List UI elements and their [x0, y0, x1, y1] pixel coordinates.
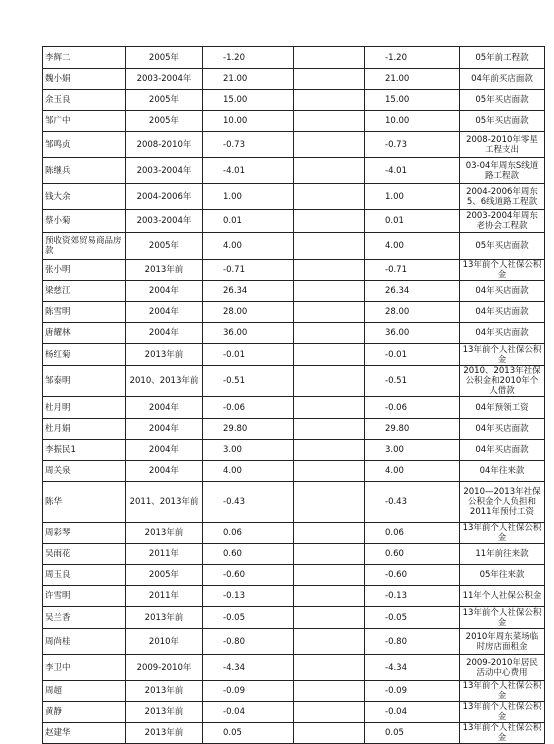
amount-cell: -0.01 — [203, 344, 294, 366]
table-row — [43, 482, 545, 523]
table-row — [43, 260, 545, 281]
name-cell: 陈雪明 — [43, 302, 126, 323]
name-cell: 吴雨花 — [43, 544, 126, 565]
note-cell: 11年个人社保公积金 — [460, 586, 545, 607]
note-cell: 2010年周东菜场临时房店面租金 — [460, 629, 545, 655]
note-cell: 05年买店面款 — [460, 233, 545, 260]
blank-cell — [294, 210, 365, 233]
name-cell: 李振民1 — [43, 440, 126, 461]
amount-cell: 10.00 — [203, 111, 294, 132]
note-cell: 13年前个人社保公积金 — [460, 607, 545, 629]
table-row — [43, 523, 545, 544]
blank-cell — [294, 629, 365, 655]
table-row — [43, 461, 545, 482]
period-cell: 2003-2004年 — [126, 210, 203, 233]
balance-cell: 21.00 — [365, 69, 460, 90]
name-cell: 蔡小菊 — [43, 210, 126, 233]
note-cell: 11年前往来款 — [460, 544, 545, 565]
name-cell: 杜月娟 — [43, 419, 126, 440]
name-cell: 周超 — [43, 681, 126, 702]
balance-cell: 15.00 — [365, 90, 460, 111]
table-row — [43, 158, 545, 184]
name-cell: 周尚桂 — [43, 629, 126, 655]
name-cell: 赵建华 — [43, 723, 126, 744]
note-cell: 05年前工程款 — [460, 47, 545, 69]
amount-cell: -0.43 — [203, 482, 294, 523]
table-row — [43, 565, 545, 586]
blank-cell — [294, 302, 365, 323]
period-cell: 2013年前 — [126, 344, 203, 366]
balance-cell: -4.01 — [365, 158, 460, 184]
table-row — [43, 90, 545, 111]
balance-cell: 0.01 — [365, 210, 460, 233]
balance-cell: 28.00 — [365, 302, 460, 323]
ledger-table — [42, 46, 545, 744]
period-cell: 2013年前 — [126, 260, 203, 281]
table-row — [43, 544, 545, 565]
table-row — [43, 302, 545, 323]
period-cell: 2013年前 — [126, 723, 203, 744]
blank-cell — [294, 397, 365, 419]
note-cell: 03-04年周东S线道路工程款 — [460, 158, 545, 184]
blank-cell — [294, 69, 365, 90]
balance-cell: 0.05 — [365, 723, 460, 744]
name-cell: 预收资郊贸易商品房款 — [43, 233, 126, 260]
blank-cell — [294, 586, 365, 607]
period-cell: 2011年 — [126, 586, 203, 607]
balance-cell: 0.06 — [365, 523, 460, 544]
name-cell: 邹泰明 — [43, 366, 126, 397]
balance-cell: -0.51 — [365, 366, 460, 397]
note-cell: 04年往来款 — [460, 461, 545, 482]
name-cell: 李卫中 — [43, 655, 126, 681]
note-cell: 2009-2010年居民活动中心费用 — [460, 655, 545, 681]
balance-cell: 0.60 — [365, 544, 460, 565]
amount-cell: -0.13 — [203, 586, 294, 607]
note-cell: 13年前个人社保公积金 — [460, 723, 545, 744]
name-cell: 杨红菊 — [43, 344, 126, 366]
blank-cell — [294, 366, 365, 397]
balance-cell: -0.01 — [365, 344, 460, 366]
note-cell: 2010、2013年社保公积金和2010年个人借款 — [460, 366, 545, 397]
blank-cell — [294, 158, 365, 184]
balance-cell: -0.04 — [365, 702, 460, 723]
note-cell: 05年买店面款 — [460, 111, 545, 132]
blank-cell — [294, 702, 365, 723]
note-cell: 2008-2010年零星工程支出 — [460, 132, 545, 158]
table-row — [43, 47, 545, 69]
period-cell: 2004-2006年 — [126, 184, 203, 210]
ledger-body — [43, 47, 545, 744]
balance-cell: 29.80 — [365, 419, 460, 440]
blank-cell — [294, 281, 365, 302]
period-cell: 2004年 — [126, 281, 203, 302]
note-cell: 2003-2004年周东老协会工程款 — [460, 210, 545, 233]
blank-cell — [294, 461, 365, 482]
name-cell: 张小明 — [43, 260, 126, 281]
blank-cell — [294, 111, 365, 132]
name-cell: 陈华 — [43, 482, 126, 523]
blank-cell — [294, 323, 365, 344]
balance-cell: 3.00 — [365, 440, 460, 461]
amount-cell: 0.06 — [203, 523, 294, 544]
blank-cell — [294, 523, 365, 544]
period-cell: 2011、2013年前 — [126, 482, 203, 523]
amount-cell: 28.00 — [203, 302, 294, 323]
name-cell: 邹广中 — [43, 111, 126, 132]
blank-cell — [294, 47, 365, 69]
period-cell: 2005年 — [126, 233, 203, 260]
balance-cell: -0.73 — [365, 132, 460, 158]
period-cell: 2004年 — [126, 323, 203, 344]
amount-cell: 36.00 — [203, 323, 294, 344]
table-row — [43, 397, 545, 419]
period-cell: 2005年 — [126, 111, 203, 132]
period-cell: 2013年前 — [126, 702, 203, 723]
blank-cell — [294, 260, 365, 281]
note-cell: 04年买店面款 — [460, 302, 545, 323]
amount-cell: 15.00 — [203, 90, 294, 111]
note-cell: 13年前个人社保公积金 — [460, 260, 545, 281]
period-cell: 2004年 — [126, 397, 203, 419]
name-cell: 李辉二 — [43, 47, 126, 69]
period-cell: 2013年前 — [126, 607, 203, 629]
balance-cell: -0.05 — [365, 607, 460, 629]
period-cell: 2010年 — [126, 629, 203, 655]
name-cell: 杜月明 — [43, 397, 126, 419]
ledger-sheet — [42, 46, 542, 744]
amount-cell: 4.00 — [203, 461, 294, 482]
blank-cell — [294, 482, 365, 523]
blank-cell — [294, 565, 365, 586]
period-cell: 2004年 — [126, 302, 203, 323]
amount-cell: -0.51 — [203, 366, 294, 397]
note-cell: 04年前买店面款 — [460, 69, 545, 90]
table-row — [43, 629, 545, 655]
period-cell: 2011年 — [126, 544, 203, 565]
name-cell: 周彩琴 — [43, 523, 126, 544]
balance-cell: -0.80 — [365, 629, 460, 655]
amount-cell: 29.80 — [203, 419, 294, 440]
note-cell: 04年预领工资 — [460, 397, 545, 419]
period-cell: 2003-2004年 — [126, 69, 203, 90]
name-cell: 梁慈江 — [43, 281, 126, 302]
period-cell: 2004年 — [126, 440, 203, 461]
period-cell: 2013年前 — [126, 681, 203, 702]
table-row — [43, 281, 545, 302]
balance-cell: 1.00 — [365, 184, 460, 210]
blank-cell — [294, 90, 365, 111]
table-row — [43, 655, 545, 681]
name-cell: 吴兰香 — [43, 607, 126, 629]
table-row — [43, 184, 545, 210]
period-cell: 2004年 — [126, 461, 203, 482]
note-cell: 13年前个人社保公积金 — [460, 523, 545, 544]
amount-cell: -0.05 — [203, 607, 294, 629]
note-cell: 13年前个人社保公积金 — [460, 702, 545, 723]
note-cell: 04年买店面款 — [460, 323, 545, 344]
blank-cell — [294, 723, 365, 744]
balance-cell: -4.34 — [365, 655, 460, 681]
table-row — [43, 681, 545, 702]
period-cell: 2003-2004年 — [126, 158, 203, 184]
amount-cell: -4.01 — [203, 158, 294, 184]
blank-cell — [294, 344, 365, 366]
table-row — [43, 132, 545, 158]
note-cell: 04年买店面款 — [460, 281, 545, 302]
balance-cell: -0.09 — [365, 681, 460, 702]
table-row — [43, 366, 545, 397]
name-cell: 周玉良 — [43, 565, 126, 586]
amount-cell: -0.09 — [203, 681, 294, 702]
table-row — [43, 69, 545, 90]
blank-cell — [294, 184, 365, 210]
note-cell: 2010—2013年社保公积金个人负担和2011年预付工资 — [460, 482, 545, 523]
balance-cell: 10.00 — [365, 111, 460, 132]
amount-cell: 0.05 — [203, 723, 294, 744]
amount-cell: -0.60 — [203, 565, 294, 586]
blank-cell — [294, 681, 365, 702]
blank-cell — [294, 132, 365, 158]
note-cell: 05年往来款 — [460, 565, 545, 586]
period-cell: 2005年 — [126, 90, 203, 111]
name-cell: 黄静 — [43, 702, 126, 723]
table-row — [43, 344, 545, 366]
table-row — [43, 723, 545, 744]
note-cell: 04年买店面款 — [460, 419, 545, 440]
period-cell: 2004年 — [126, 419, 203, 440]
balance-cell: 26.34 — [365, 281, 460, 302]
name-cell: 周关泉 — [43, 461, 126, 482]
blank-cell — [294, 419, 365, 440]
table-row — [43, 702, 545, 723]
blank-cell — [294, 544, 365, 565]
name-cell: 魏小娟 — [43, 69, 126, 90]
period-cell: 2005年 — [126, 565, 203, 586]
note-cell: 13年前个人社保公积金 — [460, 681, 545, 702]
amount-cell: 26.34 — [203, 281, 294, 302]
amount-cell: 0.60 — [203, 544, 294, 565]
blank-cell — [294, 233, 365, 260]
period-cell: 2008-2010年 — [126, 132, 203, 158]
page-top-edge — [40, 40, 518, 46]
amount-cell: 0.01 — [203, 210, 294, 233]
name-cell: 唐耀林 — [43, 323, 126, 344]
blank-cell — [294, 655, 365, 681]
balance-cell: 4.00 — [365, 461, 460, 482]
amount-cell: -0.80 — [203, 629, 294, 655]
name-cell: 陈继兵 — [43, 158, 126, 184]
note-cell: 2004-2006年周东5、6线道路工程款 — [460, 184, 545, 210]
table-row — [43, 323, 545, 344]
amount-cell: -1.20 — [203, 47, 294, 69]
name-cell: 邹鸣贞 — [43, 132, 126, 158]
amount-cell: 4.00 — [203, 233, 294, 260]
period-cell: 2005年 — [126, 47, 203, 69]
amount-cell: 1.00 — [203, 184, 294, 210]
table-row — [43, 233, 545, 260]
blank-cell — [294, 607, 365, 629]
name-cell: 许雪明 — [43, 586, 126, 607]
note-cell: 04年买店面款 — [460, 440, 545, 461]
amount-cell: -0.73 — [203, 132, 294, 158]
amount-cell: 3.00 — [203, 440, 294, 461]
balance-cell: 4.00 — [365, 233, 460, 260]
balance-cell: -0.71 — [365, 260, 460, 281]
table-row — [43, 607, 545, 629]
note-cell: 13年前个人社保公积金 — [460, 344, 545, 366]
balance-cell: -0.43 — [365, 482, 460, 523]
balance-cell: -1.20 — [365, 47, 460, 69]
amount-cell: 21.00 — [203, 69, 294, 90]
amount-cell: -4.34 — [203, 655, 294, 681]
period-cell: 2013年前 — [126, 523, 203, 544]
name-cell: 余玉良 — [43, 90, 126, 111]
balance-cell: -0.13 — [365, 586, 460, 607]
blank-cell — [294, 440, 365, 461]
balance-cell: -0.06 — [365, 397, 460, 419]
period-cell: 2010、2013年前 — [126, 366, 203, 397]
table-row — [43, 586, 545, 607]
amount-cell: -0.04 — [203, 702, 294, 723]
table-row — [43, 210, 545, 233]
amount-cell: -0.71 — [203, 260, 294, 281]
table-row — [43, 440, 545, 461]
table-row — [43, 111, 545, 132]
balance-cell: -0.60 — [365, 565, 460, 586]
note-cell: 05年买店面款 — [460, 90, 545, 111]
period-cell: 2009-2010年 — [126, 655, 203, 681]
table-row — [43, 419, 545, 440]
amount-cell: -0.06 — [203, 397, 294, 419]
balance-cell: 36.00 — [365, 323, 460, 344]
name-cell: 钱大余 — [43, 184, 126, 210]
